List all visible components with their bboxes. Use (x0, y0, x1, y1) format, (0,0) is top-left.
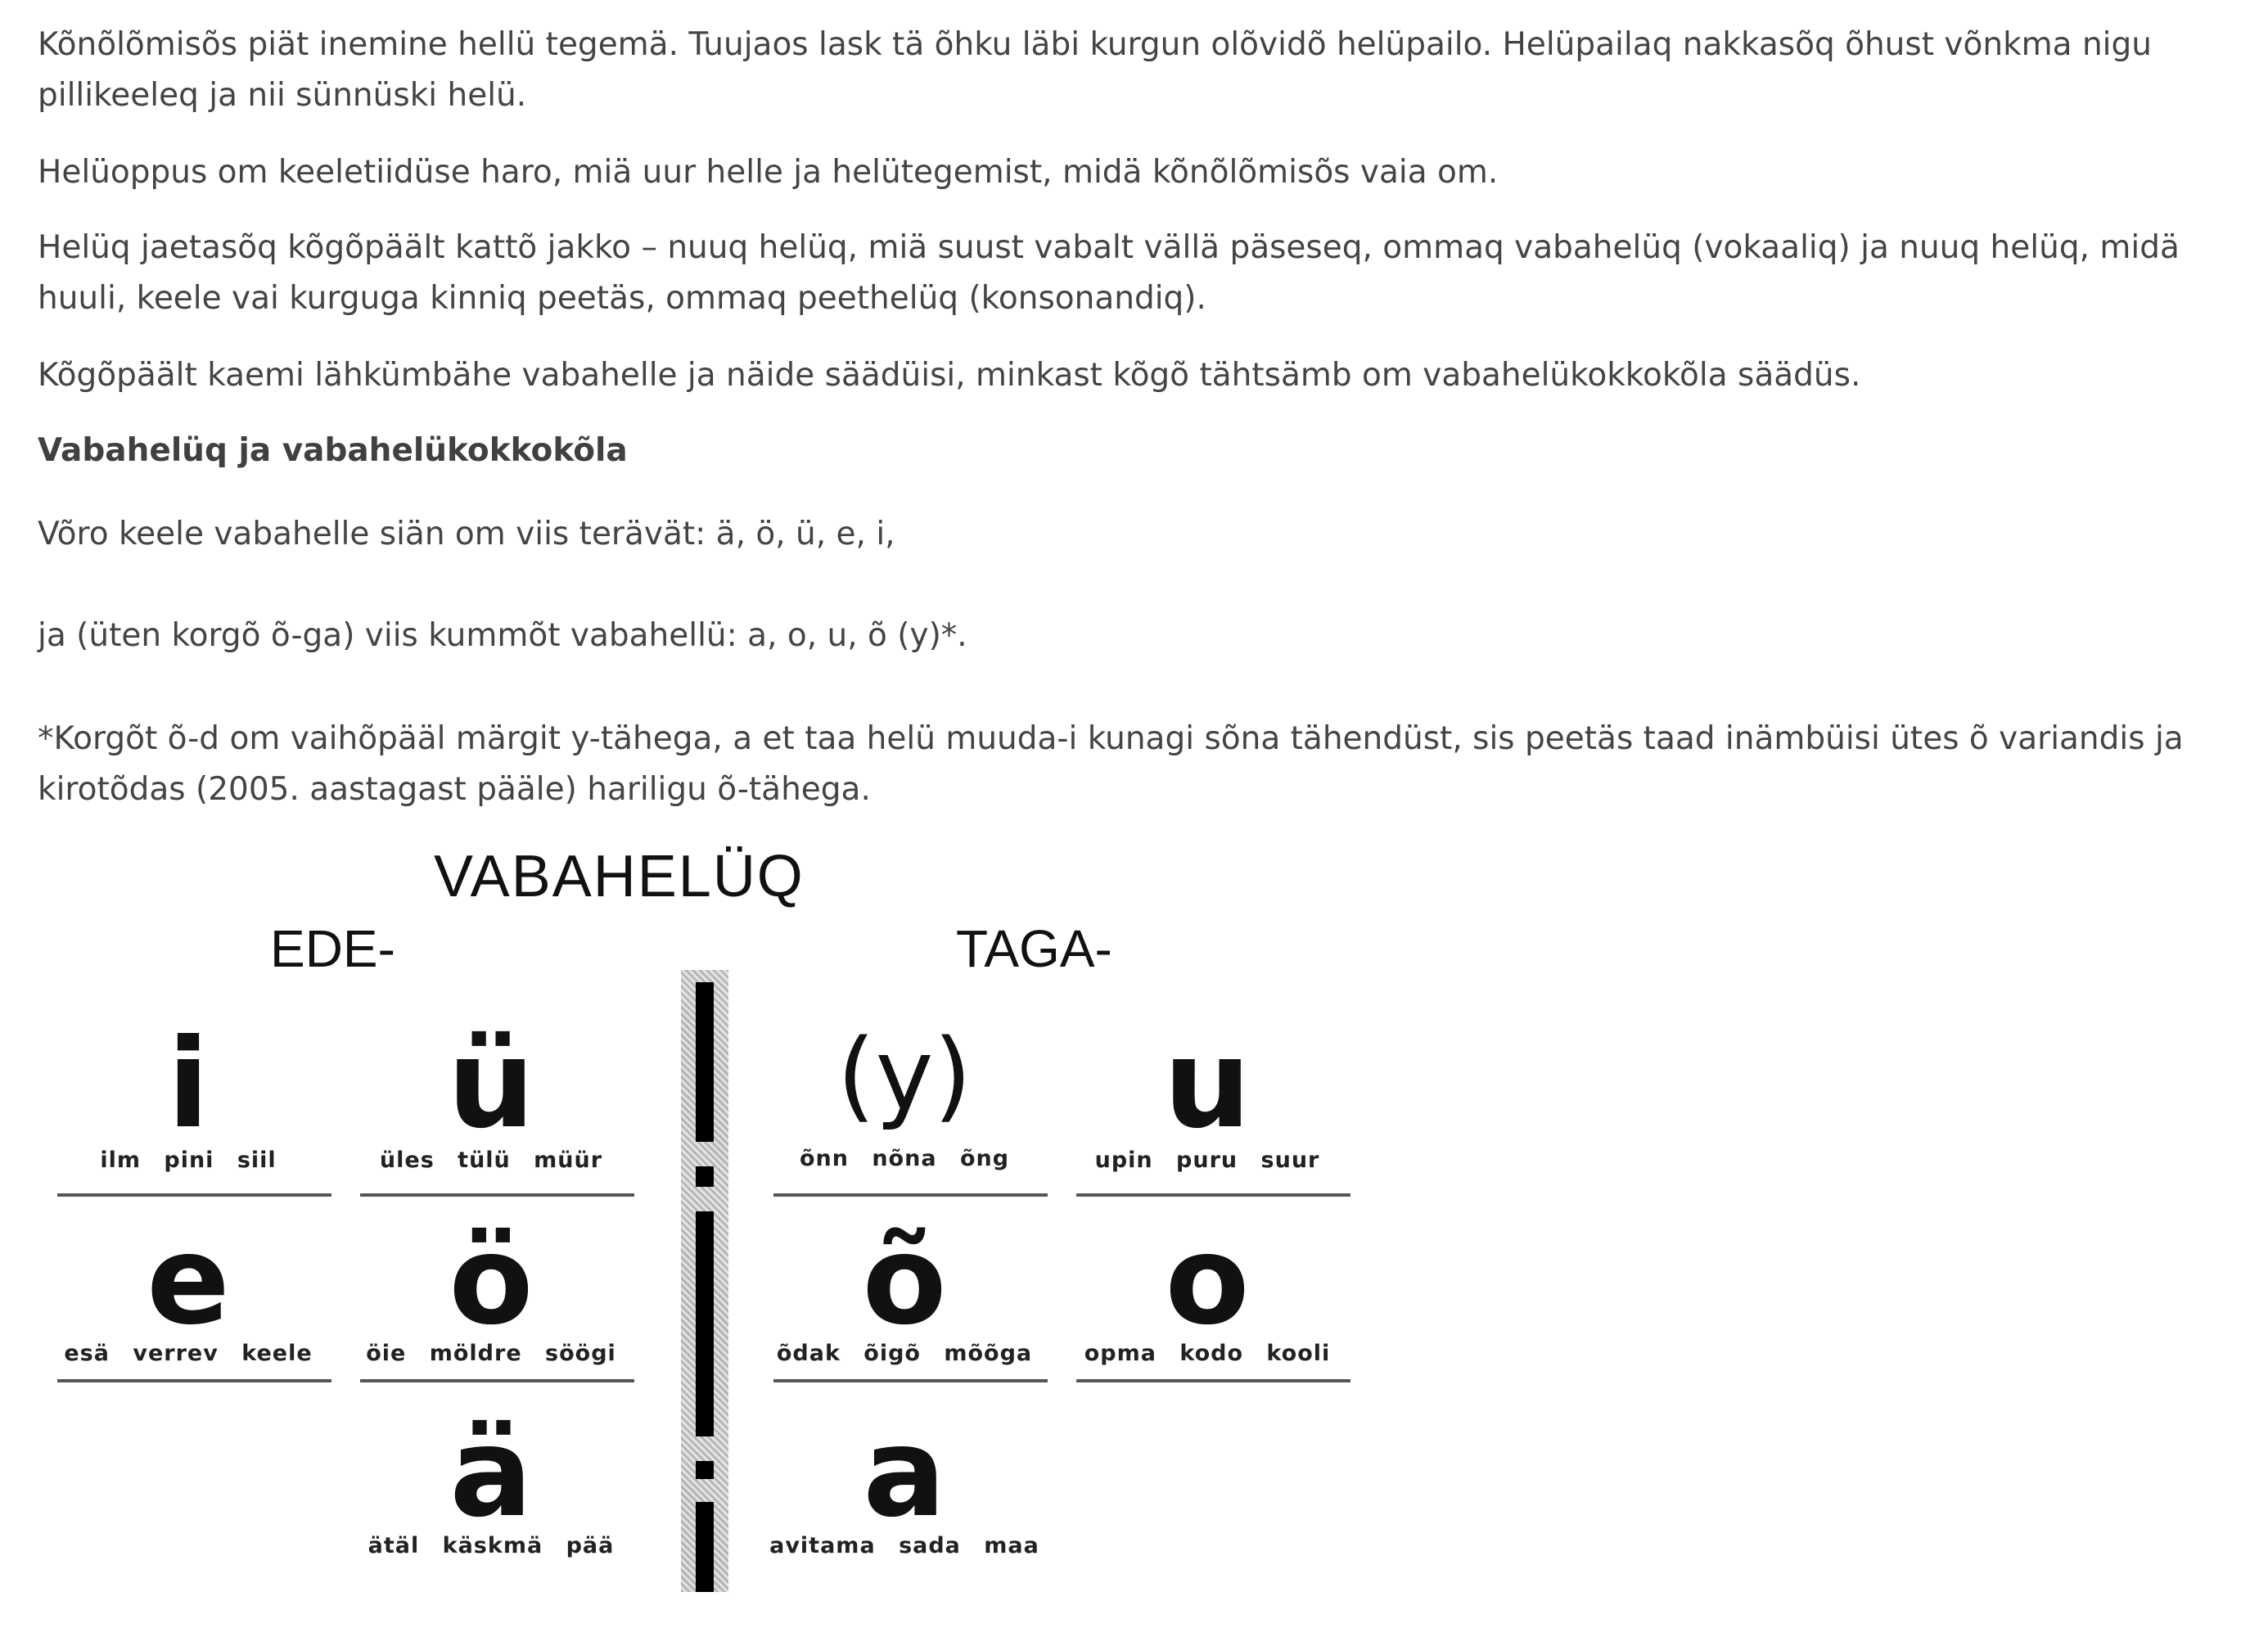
vowel-o-umlaut: ö (449, 1210, 534, 1352)
paragraph-speech: Kõnõlõmisõs piät inemine hellü tegemä. Tuujaos lask tä õhku läbi kurgun olõvidõ helüpailo. Helüpailaq nakkasõq õhust võnkma nigu pillikeeleq ja nii sünnüski helü. (38, 26, 2152, 114)
row-divider (360, 1193, 634, 1197)
vowel-a-umlaut: ä (449, 1402, 533, 1545)
paragraph-back-vowels: ja (üten korgõ õ-ga) viis kummõt vabahellü: a, o, u, õ (y)*. (38, 617, 967, 654)
paragraph-intro-vowels: Kõgõpäält kaemi lähkümbähe vabahelle ja näide säädüisi, minkast kõgõ tähtsämb om vabahelükokkokõla säädüs. (38, 357, 1861, 394)
examples-o: opma kodo kooli (1084, 1341, 1331, 1366)
diagram-title: VABAHELÜQ (434, 844, 805, 909)
examples-e: esä verrev keele (64, 1341, 313, 1366)
examples-o-umlaut: öie möldre söögi (366, 1341, 616, 1366)
row-divider (57, 1379, 331, 1382)
vowel-e: e (147, 1210, 230, 1352)
vowel-diagram (49, 843, 1359, 1612)
front-vowels-label: EDE- (270, 919, 395, 978)
paragraph-footnote: *Korgõt õ-d om vaihõpääl märgit y-tähega, a et taa helü muuda-i kunagi sõna tähendüst, sis peetäs taad inämbüisi ütes õ variandis ja kirotõdas (2005. aastagast pääle) hariligu õ-tähega. (38, 720, 2184, 808)
section-heading: Vabahelüq ja vabahelükokkokõla (38, 432, 628, 469)
paragraph-phonetics: Helüoppus om keeletiidüse haro, miä uur helle ja helütegemist, midä kõnõlõmisõs vaia om. (38, 154, 1499, 191)
row-divider (773, 1193, 1048, 1197)
examples-u-umlaut: üles tülü müür (379, 1148, 603, 1173)
row-divider (57, 1193, 331, 1197)
examples-a: avitama sada maa (769, 1533, 1039, 1558)
vowel-i: i (167, 1013, 210, 1156)
front-back-divider (681, 970, 728, 1592)
paragraph-sound-types: Helüq jaetasõq kõgõpäält kattõ jakko – nuuq helüq, miä suust vabalt vällä päseseq, ommaq vabahelüq (vokaaliq) ja nuuq helüq, midä huuli, keele vai kurguga kinniq peetäs, ommaq peethelüq (konsonandiq). (38, 229, 2180, 317)
examples-a-umlaut: ätäl käskmä pää (367, 1533, 615, 1558)
vowel-a: a (863, 1402, 946, 1545)
row-divider (1076, 1379, 1350, 1382)
row-divider (773, 1379, 1048, 1382)
back-vowels-label: TAGA- (956, 919, 1112, 978)
row-divider (1076, 1193, 1350, 1197)
vowel-u: u (1163, 1013, 1251, 1156)
examples-o-tilde: õdak õigõ mõõga (776, 1341, 1033, 1366)
examples-u: upin puru suur (1094, 1148, 1320, 1173)
vowel-o: o (1165, 1210, 1250, 1352)
vowel-y: (y) (836, 1019, 972, 1133)
examples-i: ilm pini siil (100, 1148, 277, 1173)
paragraph-front-vowels: Võro keele vabahelle siän om viis terävät: ä, ö, ü, e, i, (38, 516, 895, 552)
vowel-o-tilde: õ (862, 1210, 947, 1352)
examples-y: õnn nõna õng (799, 1146, 1010, 1171)
row-divider (360, 1379, 634, 1382)
vowel-u-umlaut: ü (447, 1013, 535, 1156)
